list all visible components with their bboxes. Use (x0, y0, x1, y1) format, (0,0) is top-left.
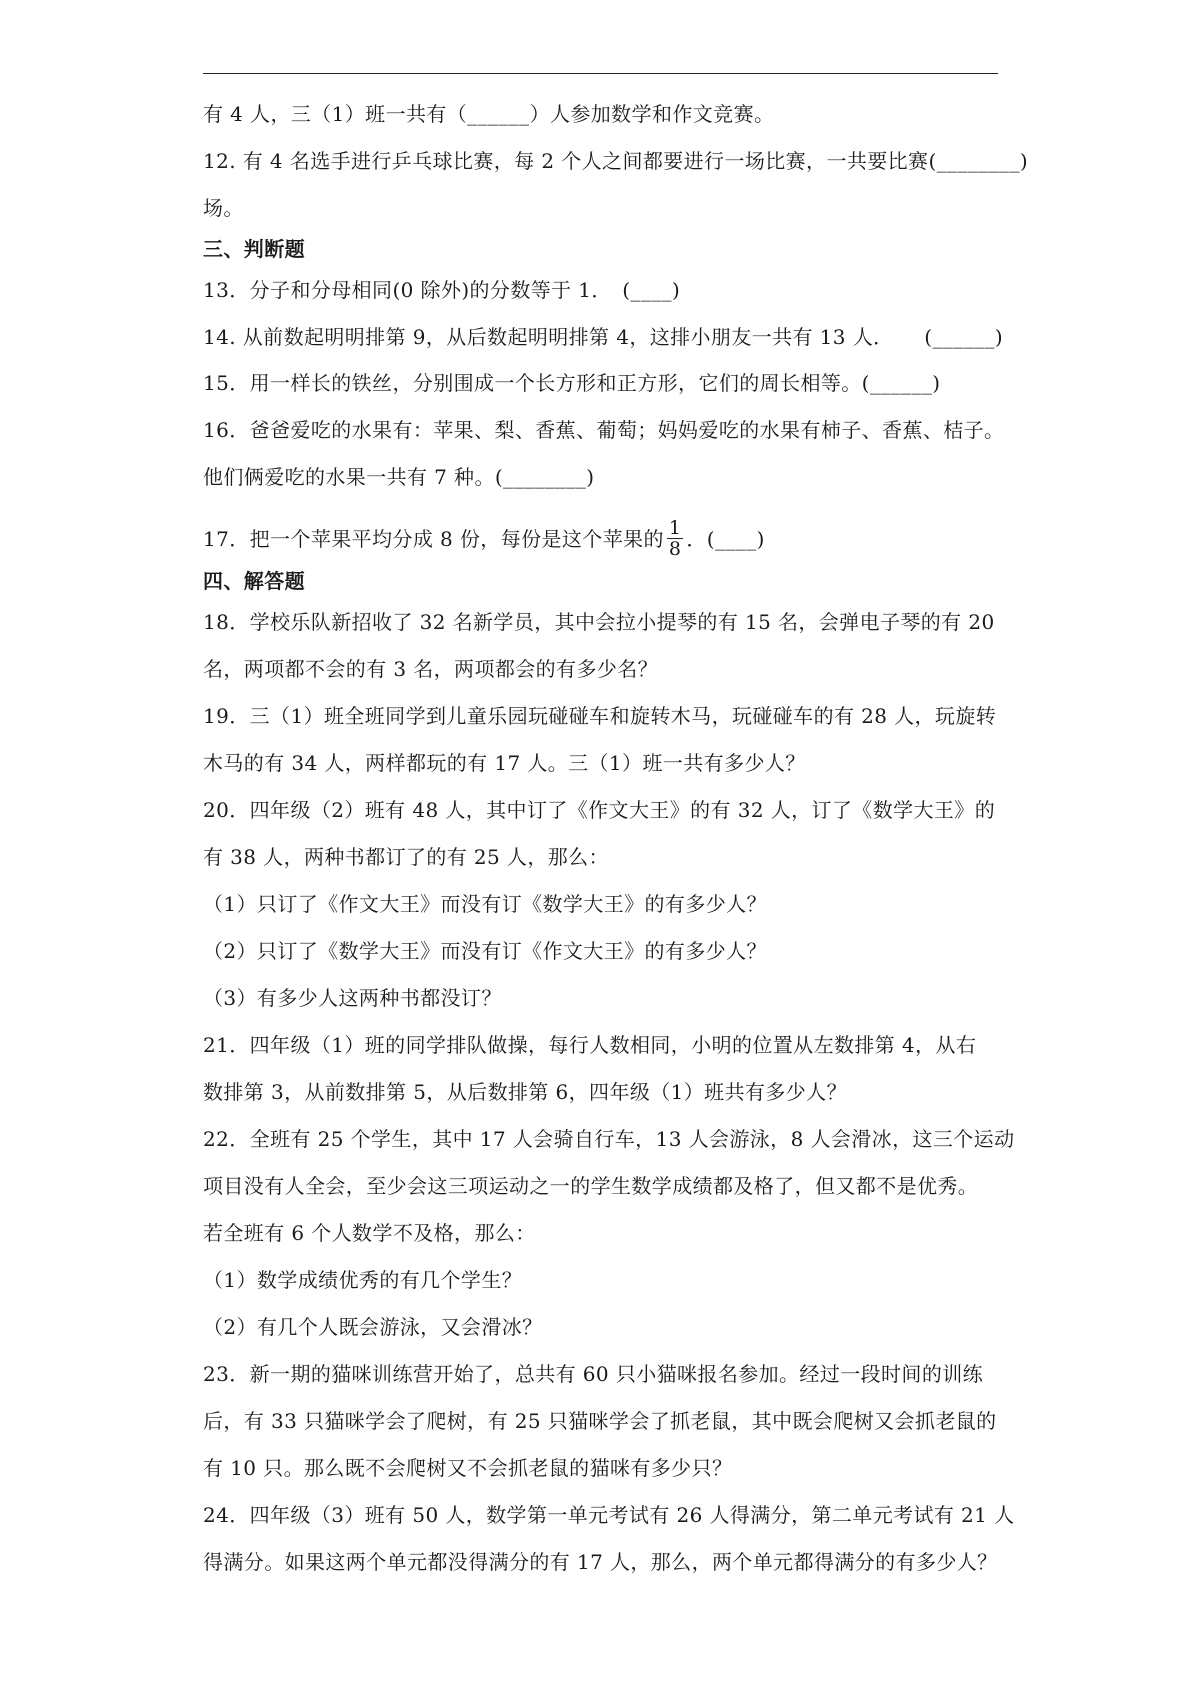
q24-line-1: 24．四年级（3）班有 50 人，数学第一单元考试有 26 人得满分，第二单元考试有 21 人 (203, 1503, 1015, 1527)
q24-line-2: 得满分。如果这两个单元都没得满分的有 17 人，那么，两个单元都得满分的有多少人？ (203, 1550, 998, 1574)
q16-line-2: 他们俩爱吃的水果一共有 7 种。(________) (203, 465, 595, 489)
q22-line-2: 项目没有人全会，至少会这三项运动之一的学生数学成绩都及格了，但又都不是优秀。 (203, 1174, 979, 1198)
q22-sub-1: （1）数学成绩优秀的有几个学生？ (203, 1268, 523, 1292)
q18-line-2: 名，两项都不会的有 3 名，两项都会的有多少名？ (203, 657, 659, 681)
fraction-one-eighth (667, 518, 684, 559)
q16-line-1: 16．爸爸爱吃的水果有：苹果、梨、香蕉、葡萄；妈妈爱吃的水果有柿子、香蕉、桔子。 (203, 418, 1005, 442)
q23-line-1: 23．新一期的猫咪训练营开始了，总共有 60 只小猫咪报名参加。经过一段时间的训练 (203, 1362, 984, 1386)
q22-line-3: 若全班有 6 个人数学不及格，那么： (203, 1221, 536, 1245)
q20-line-2: 有 38 人，两种书都订了的有 25 人，那么： (203, 845, 609, 869)
q14: 14. 从前数起明明排第 9，从后数起明明排第 4，这排小朋友一共有 13 人． (______) (203, 325, 1004, 349)
q19-line-1: 19．三（1）班全班同学到儿童乐园玩碰碰车和旋转木马，玩碰碰车的有 28 人，玩旋转 (203, 704, 997, 728)
q17-text: 17．把一个苹果平均分成 8 份，每份是这个苹果的 (203, 527, 664, 551)
q20-sub-2: （2）只订了《数学大王》而没有订《作文大王》的有多少人？ (203, 939, 767, 963)
q22-line-1: 22．全班有 25 个学生，其中 17 人会骑自行车，13 人会游泳，8 人会滑冰，这三个运动 (203, 1127, 1015, 1151)
q17 (203, 517, 765, 561)
q12-line-1: 12. 有 4 名选手进行乒乓球比赛，每 2 个人之间都要进行一场比赛，一共要比赛(________) (203, 149, 1029, 173)
q21-line-1: 21．四年级（1）班的同学排队做操，每行人数相同，小明的位置从左数排第 4，从右 (203, 1033, 977, 1057)
q17-answer-blank: ．(____) (686, 527, 765, 551)
section-heading-judgement: 三、判断题 (203, 237, 305, 261)
header-rule (203, 73, 998, 74)
q20-sub-1: （1）只订了《作文大王》而没有订《数学大王》的有多少人？ (203, 892, 767, 916)
fraction-numerator: 1 (668, 517, 682, 539)
q12-line-2: 场。 (203, 196, 244, 220)
fraction-denominator: 8 (668, 538, 682, 560)
q23-line-3: 有 10 只。那么既不会爬树又不会抓老鼠的猫咪有多少只？ (203, 1456, 733, 1480)
q13: 13．分子和分母相同(0 除外)的分数等于 1． (____) (203, 278, 681, 302)
q15: 15．用一样长的铁丝，分别围成一个长方形和正方形，它们的周长相等。(______) (203, 371, 941, 395)
q18-line-1: 18．学校乐队新招收了 32 名新学员，其中会拉小提琴的有 15 名，会弹电子琴的有 20 (203, 610, 995, 634)
q21-line-2: 数排第 3，从前数排第 5，从后数排第 6，四年级（1）班共有多少人？ (203, 1080, 847, 1104)
q23-line-2: 后，有 33 只猫咪学会了爬树，有 25 只猫咪学会了抓老鼠，其中既会爬树又会抓老鼠的 (203, 1409, 997, 1433)
q20-sub-3: （3）有多少人这两种书都没订？ (203, 986, 502, 1010)
q22-sub-2: （2）有几个人既会游泳，又会滑冰？ (203, 1315, 543, 1339)
q11-continuation: 有 4 人，三（1）班一共有（______）人参加数学和作文竞赛。 (203, 102, 775, 126)
q19-line-2: 木马的有 34 人，两样都玩的有 17 人。三（1）班一共有多少人？ (203, 751, 806, 775)
q20-line-1: 20．四年级（2）班有 48 人，其中订了《作文大王》的有 32 人，订了《数学大王》的 (203, 798, 996, 822)
section-heading-answer: 四、解答题 (203, 569, 305, 593)
